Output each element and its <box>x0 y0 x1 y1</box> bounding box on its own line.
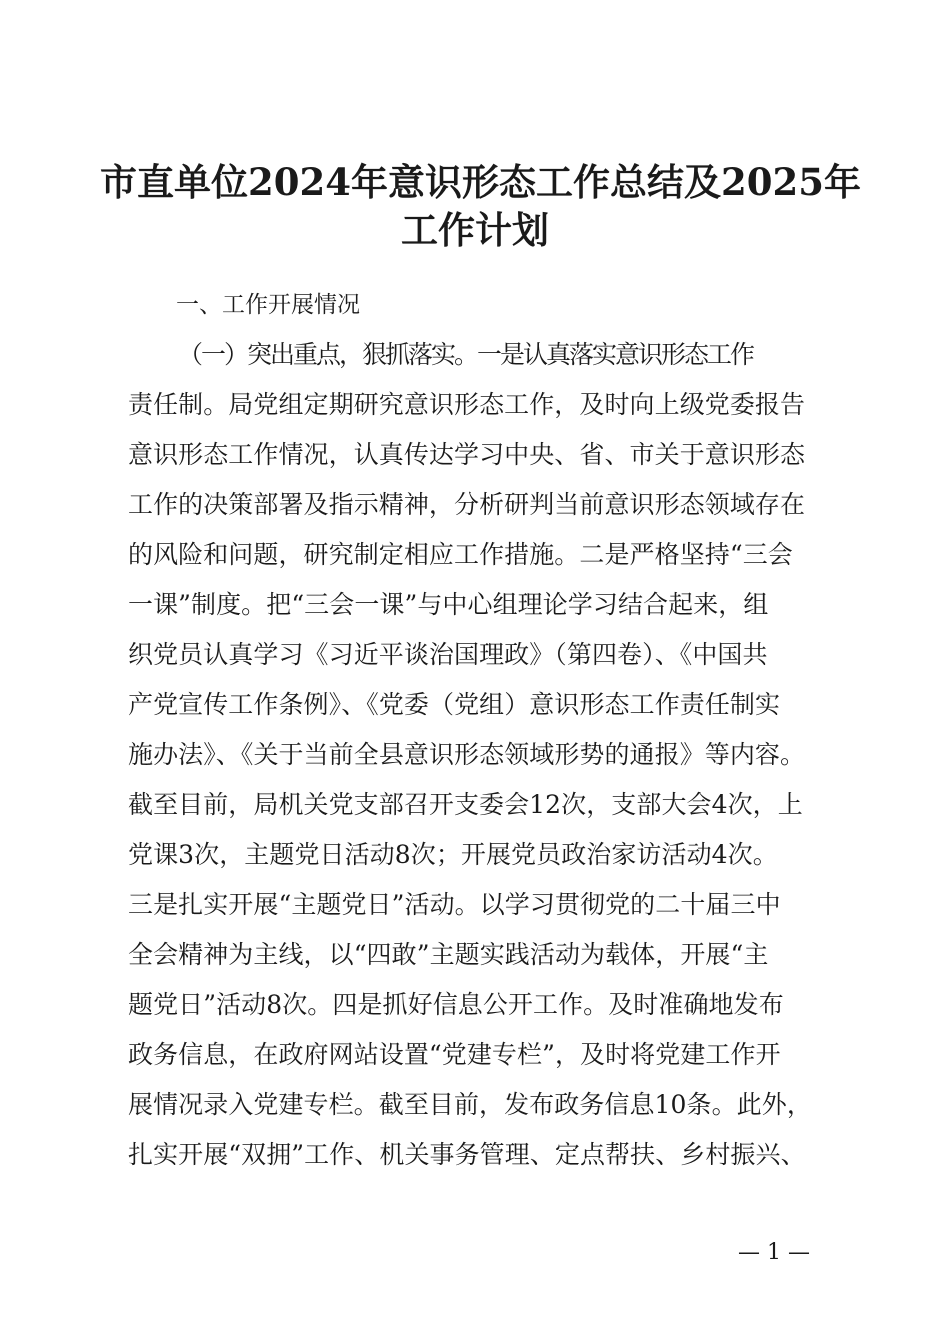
body-line: 一课”制度。把“三会一课”与中心组理论学习结合起来，组 <box>128 590 769 619</box>
body-line: 施办法》、《关于当前全县意识形态领域形势的通报》等内容。 <box>128 740 806 769</box>
document-title-line-2: 工作计划 <box>401 208 549 252</box>
body-line: 三是扎实开展“主题党日”活动。以学习贯彻党的二十届三中 <box>128 890 781 919</box>
body-line: 扎实开展“双拥”工作、机关事务管理、定点帮扶、乡村振兴、 <box>128 1140 806 1169</box>
body-line: 工作的决策部署及指示精神，分析研判当前意识形态领域存在 <box>128 490 806 519</box>
body-line: 意识形态工作情况，认真传达学习中央、省、市关于意识形态 <box>128 440 806 469</box>
body-line: 截至目前，局机关党支部召开支委会12次，支部大会4次，上 <box>128 790 803 819</box>
body-line: 题党日”活动8次。四是抓好信息公开工作。及时准确地发布 <box>128 990 784 1019</box>
document-title-line-1: 市直单位2024年意识形态工作总结及2025年 <box>100 160 861 204</box>
body-line: 全会精神为主线，以“四敢”主题实践活动为载体，开展“主 <box>128 940 769 969</box>
page-number: — 1 — <box>738 1240 810 1265</box>
body-line: 产党宣传工作条例》、《党委（党组）意识形态工作责任制实 <box>128 690 781 719</box>
body-line: 责任制。局党组定期研究意识形态工作，及时向上级党委报告 <box>128 390 806 419</box>
body-line: 的风险和问题，研究制定相应工作措施。二是严格坚持“三会 <box>128 540 793 569</box>
body-line: 党课3次，主题党日活动8次；开展党员政治家访活动4次。 <box>128 840 778 869</box>
body-line: 政务信息，在政府网站设置“党建专栏”，及时将党建工作开 <box>128 1040 781 1069</box>
section-heading: 一、工作开展情况 <box>176 292 360 318</box>
body-line: 展情况录入党建专栏。截至目前，发布政务信息10条。此外， <box>128 1090 812 1119</box>
body-line: 织党员认真学习《习近平谈治国理政》（第四卷）、《中国共 <box>128 640 768 669</box>
body-line: （一）突出重点，狠抓落实。一是认真落实意识形态工作 <box>178 340 754 369</box>
